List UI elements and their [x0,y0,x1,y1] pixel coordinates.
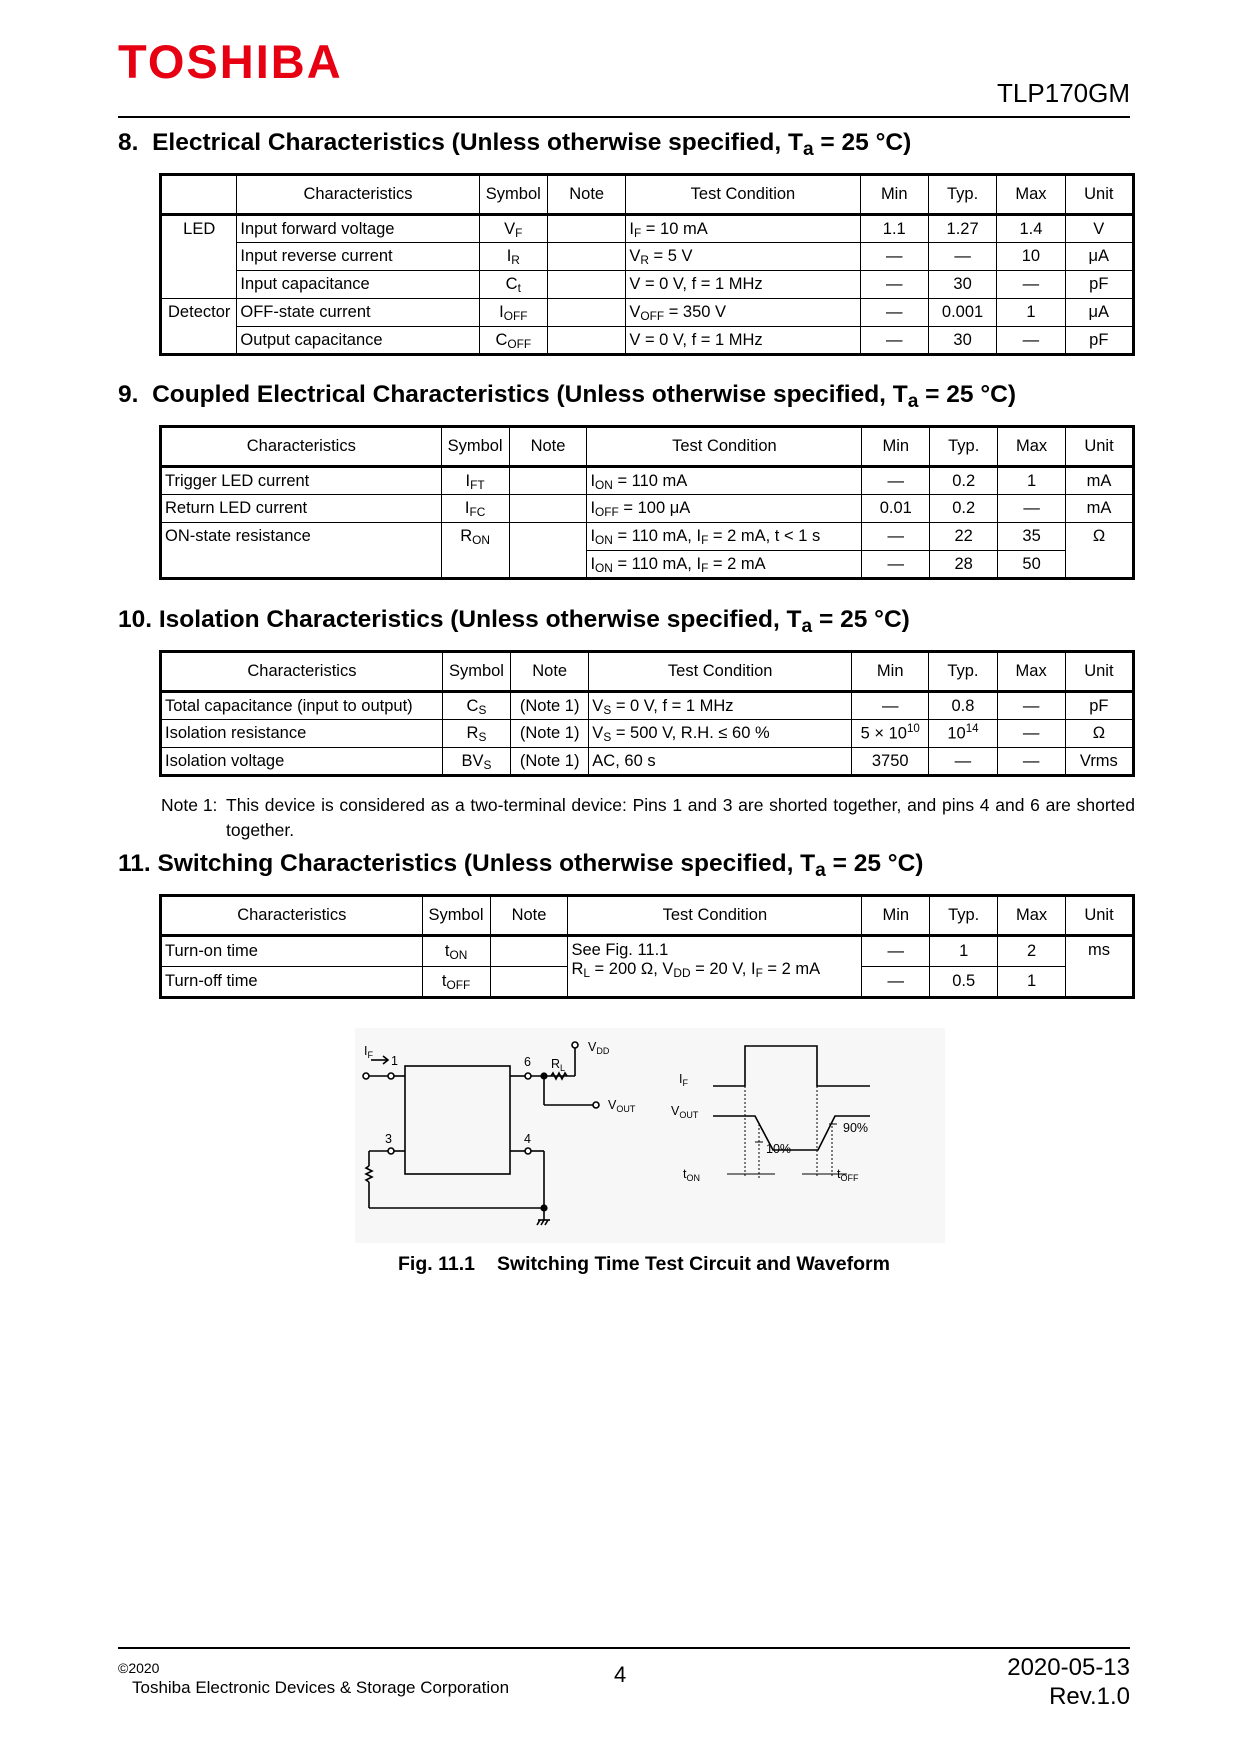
table-row [161,243,1134,271]
test-condition-cell: See Fig. 11.1 $R_L = 200$ Ω, $V_{DD} = 20$ V, $I_F = 2$ mA [568,936,862,998]
sec10-title: 10. Isolation Characteristics (Unless otherwise specified, $T_a = 25$ °C) [118,606,910,637]
coupled-characteristics-table [159,425,1135,580]
min-cell: — [860,271,928,299]
header-cell: Min [862,896,930,936]
table-row [161,692,1134,720]
header-cell: Unit [1065,175,1133,215]
unit-cell: pF [1065,271,1133,299]
symbol-cell: $R_{ON}$ [441,523,509,579]
header-cell: Typ. [930,427,998,467]
test-condition-cell: $I_{ON} = 110$ mA, $I_F = 2$ mA [587,551,862,579]
note-cell [547,327,625,355]
table-row [161,495,1134,523]
header-cell: Characteristics [161,427,442,467]
max-cell: — [997,692,1065,720]
sec8-title: 8. Electrical Characteristics (Unless otherwise specified, $T_a = 25$ °C) [118,129,912,160]
max-cell: — [998,495,1066,523]
min-cell: — [860,243,928,271]
sec11-title: 11. Switching Characteristics (Unless otherwise specified, $T_a = 25$ °C) [118,850,924,881]
max-cell: 50 [998,551,1066,579]
test-condition-cell: $V_R = 5$ V [626,243,860,271]
min-cell: 0.01 [862,495,930,523]
symbol-cell: $C_S$ [442,692,510,720]
test-condition-cell: V = 0 V, f = 1 MHz [626,271,860,299]
isolation-characteristics-table [159,650,1135,777]
typ-cell: $10^{14}$ [929,720,997,748]
header-cell: Unit [1066,427,1134,467]
symbol-cell: $C_{OFF}$ [479,327,547,355]
note-cell [490,936,568,967]
max-cell: — [997,748,1065,776]
test-condition-cell: $I_{OFF} = 100$ μA [587,495,862,523]
table-row [161,748,1134,776]
note-cell: (Note 1) [511,692,589,720]
note-cell: (Note 1) [511,720,589,748]
header-cell: Symbol [441,427,509,467]
table-row [161,299,1134,327]
label-pin-4: 4 [524,1132,531,1146]
note-cell [509,495,587,523]
label-wave-if: $I_F$ [679,1072,688,1088]
label-pin-3: 3 [385,1132,392,1146]
header-cell: Min [862,427,930,467]
characteristic-cell: Turn-on time [161,936,423,967]
header-cell: Note [547,175,625,215]
table-header-row [161,896,1134,936]
unit-cell: pF [1065,692,1133,720]
unit-cell: Ω [1065,720,1133,748]
note-cell [509,523,587,579]
figure-caption-text: Switching Time Test Circuit and Waveform [496,1253,890,1275]
characteristic-cell: ON-state resistance [161,523,442,579]
label-10-percent: 10% [766,1142,792,1156]
typ-cell: 28 [930,551,998,579]
note-text: This device is considered as a two-terminal device: Pins 1 and 3 are shorted together, and pins 4 and 6 are shorted together. [226,795,1135,840]
footer-rule [118,1647,1130,1649]
header-cell: Characteristics [161,652,443,692]
table-row [161,720,1134,748]
max-cell: 2 [998,936,1066,967]
header-cell: Max [998,896,1066,936]
test-condition-cell: V = 0 V, f = 1 MHz [626,327,860,355]
typ-cell: — [928,243,996,271]
footer-corporation: Toshiba Electronic Devices & Storage Corporation [132,1678,510,1697]
characteristic-cell: Trigger LED current [161,467,442,495]
header-cell: Note [509,427,587,467]
max-cell: — [997,720,1065,748]
table-header-row [161,427,1134,467]
label-wave-vout: $V_{OUT}$ [671,1104,699,1120]
characteristic-cell: Input capacitance [237,271,479,299]
typ-cell: 30 [928,327,996,355]
header-cell: Test Condition [589,652,852,692]
characteristic-cell: Total capacitance (input to output) [161,692,443,720]
symbol-cell: $C_t$ [479,271,547,299]
test-condition-cell: $I_F = 10$ mA [626,215,860,243]
characteristic-cell: Isolation resistance [161,720,443,748]
header-cell-group [161,175,237,215]
header-cell: Unit [1065,652,1133,692]
unit-cell: mA [1066,495,1134,523]
symbol-cell: $I_{FC}$ [441,495,509,523]
label-if: $I_F$ [364,1044,373,1060]
min-cell: — [860,299,928,327]
label-vdd: $V_{DD}$ [588,1040,610,1056]
characteristic-cell: Return LED current [161,495,442,523]
note-cell [509,467,587,495]
characteristic-cell: Input forward voltage [237,215,479,243]
label-pin-1: 1 [391,1054,398,1068]
label-90-percent: 90% [843,1121,869,1135]
header-cell: Max [998,427,1066,467]
table-row [161,467,1134,495]
typ-cell: 1.27 [928,215,996,243]
note-label: Note 1: [161,795,218,815]
header-cell: Symbol [442,652,510,692]
max-cell: — [997,327,1065,355]
max-cell: 1 [998,467,1066,495]
max-cell: 1.4 [997,215,1065,243]
typ-cell: 1 [930,936,998,967]
test-condition-cell: $I_{ON} = 110$ mA [587,467,862,495]
table-header-row [161,175,1134,215]
characteristic-cell: Turn-off time [161,967,423,998]
header-cell: Test Condition [587,427,862,467]
figure-caption [398,1253,890,1276]
characteristic-cell: Output capacitance [237,327,479,355]
electrical-characteristics-table [159,173,1135,356]
typ-cell: 0.2 [930,467,998,495]
header-cell: Note [490,896,568,936]
header-rule [118,116,1130,118]
min-cell: 1.1 [860,215,928,243]
header-cell: Typ. [930,896,998,936]
symbol-cell: $I_{FT}$ [441,467,509,495]
typ-cell: 0.001 [928,299,996,327]
page-number: 4 [614,1662,627,1687]
header-cell: Test Condition [568,896,862,936]
max-cell: 35 [998,523,1066,551]
header-cell: Symbol [479,175,547,215]
note-cell [490,967,568,998]
characteristic-cell: Input reverse current [237,243,479,271]
min-cell: — [862,967,930,998]
test-condition-cell: $V_S = 500$ V, R.H. ≤ 60 % [589,720,852,748]
typ-cell: 0.8 [929,692,997,720]
note-cell [547,299,625,327]
note-cell [547,215,625,243]
symbol-cell: $V_F$ [479,215,547,243]
table-row [161,523,1134,551]
header-cell: Typ. [928,175,996,215]
symbol-cell: $R_S$ [442,720,510,748]
max-cell: — [997,271,1065,299]
header-cell: Max [997,652,1065,692]
note-cell [547,243,625,271]
header-cell: Unit [1066,896,1134,936]
test-condition-cell: $I_{ON} = 110$ mA, $I_F = 2$ mA, t < 1 s [587,523,862,551]
footer-copyright: ©2020 [118,1660,160,1676]
test-condition-cell: AC, 60 s [589,748,852,776]
table-row [161,327,1134,355]
footer-date: 2020-05-13 [1007,1654,1130,1681]
switching-test-circuit-figure [355,1028,945,1243]
min-cell: — [852,692,929,720]
label-vout: $V_{OUT}$ [608,1098,636,1114]
label-toff: $t_{OFF}$ [837,1167,859,1183]
typ-cell: — [929,748,997,776]
symbol-cell: $I_{OFF}$ [479,299,547,327]
typ-cell: 0.2 [930,495,998,523]
symbol-cell: $t_{OFF}$ [422,967,490,998]
header-cell: Min [860,175,928,215]
header-cell: Characteristics [161,896,423,936]
min-cell: — [862,523,930,551]
unit-cell: Vrms [1065,748,1133,776]
test-condition-cell: $V_S = 0$ V, f = 1 MHz [589,692,852,720]
header-cell: Test Condition [626,175,860,215]
symbol-cell: $I_R$ [479,243,547,271]
min-cell: — [862,936,930,967]
header-cell: Note [511,652,589,692]
part-number: TLP170GM [997,78,1130,108]
label-rl: $R_L$ [551,1057,566,1073]
footer-revision: Rev.1.0 [1049,1683,1130,1710]
sec9-title: 9. Coupled Electrical Characteristics (Unless otherwise specified, $T_a = 25$ °C) [118,381,1017,412]
unit-cell: Ω [1066,523,1134,579]
typ-cell: 22 [930,523,998,551]
group-label-led: LED [161,215,237,299]
table-row [161,936,1134,967]
figure-number: Fig. 11.1 [398,1253,475,1275]
label-pin-6: 6 [524,1055,531,1069]
unit-cell: ms [1066,936,1134,998]
min-cell: — [860,327,928,355]
header-cell: Characteristics [237,175,479,215]
test-condition-cell: $V_{OFF} = 350$ V [626,299,860,327]
toshiba-logo: TOSHIBA [118,35,343,88]
header-cell: Symbol [422,896,490,936]
label-ton: $t_{ON}$ [683,1167,700,1183]
table-header-row [161,652,1134,692]
unit-cell: pF [1065,327,1133,355]
unit-cell: μA [1065,299,1133,327]
max-cell: 10 [997,243,1065,271]
table-row [161,271,1134,299]
min-cell: — [862,551,930,579]
unit-cell: μA [1065,243,1133,271]
min-cell: — [862,467,930,495]
min-cell: 3750 [852,748,929,776]
header-cell: Min [852,652,929,692]
figure-background [355,1028,945,1243]
note-cell [547,271,625,299]
group-label-detector: Detector [161,299,237,355]
min-cell: $5 \times 10^{10}$ [852,720,929,748]
unit-cell: V [1065,215,1133,243]
table-row [161,215,1134,243]
header-cell: Max [997,175,1065,215]
symbol-cell: $t_{ON}$ [422,936,490,967]
characteristic-cell: Isolation voltage [161,748,443,776]
typ-cell: 30 [928,271,996,299]
typ-cell: 0.5 [930,967,998,998]
switching-characteristics-table [159,894,1135,999]
symbol-cell: $BV_S$ [442,748,510,776]
unit-cell: mA [1066,467,1134,495]
note-cell: (Note 1) [511,748,589,776]
max-cell: 1 [998,967,1066,998]
header-cell: Typ. [929,652,997,692]
max-cell: 1 [997,299,1065,327]
characteristic-cell: OFF-state current [237,299,479,327]
